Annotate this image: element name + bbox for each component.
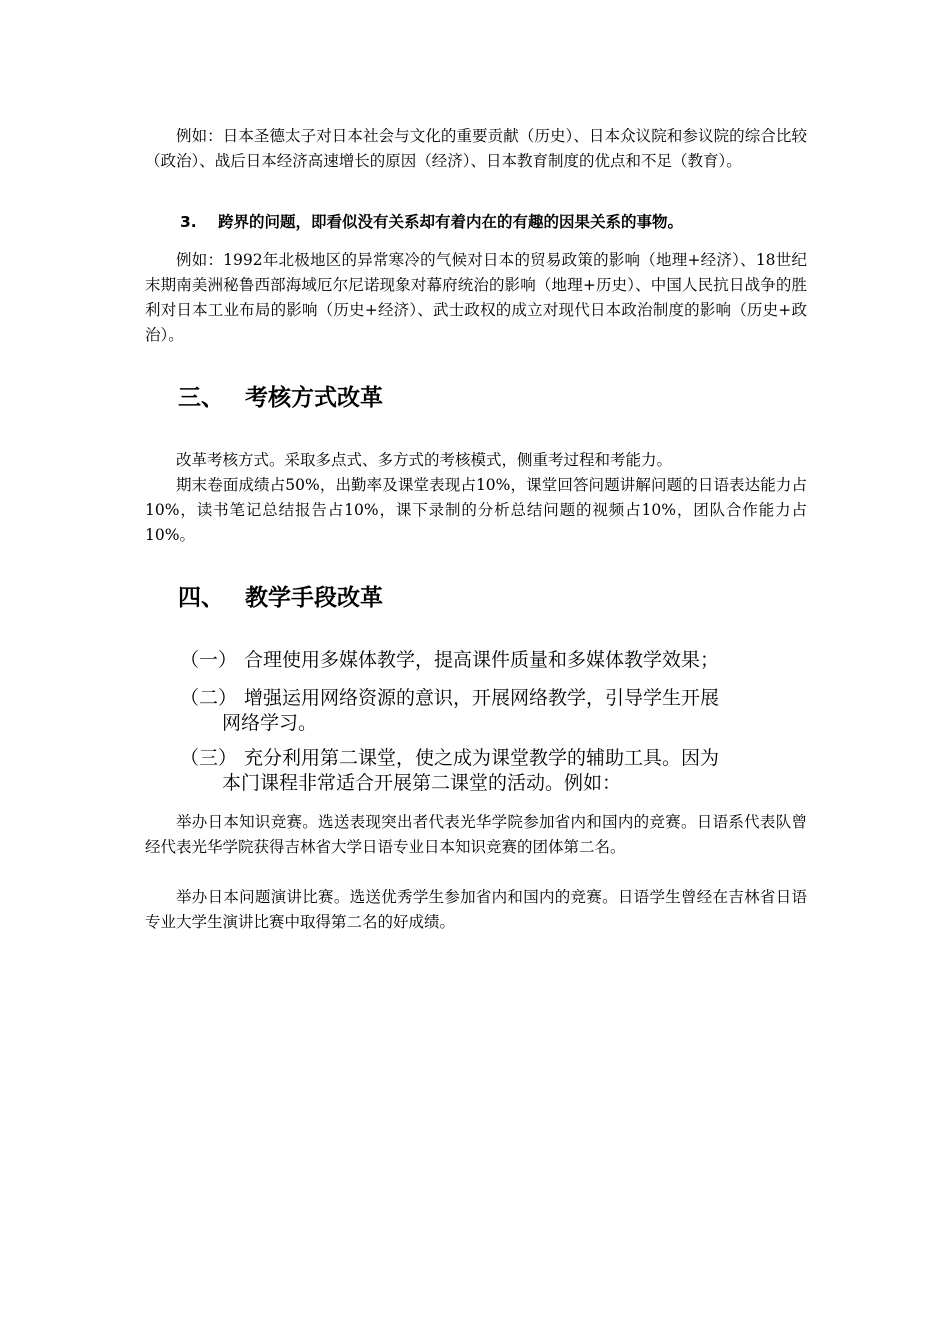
list-item-3-number: 3. bbox=[180, 213, 197, 231]
section-4-item-1 bbox=[180, 648, 808, 673]
section-3-number: 三、 bbox=[178, 385, 224, 411]
section-4-item-3-line-1: 充分利用第二课堂，使之成为课堂教学的辅助工具。因为 bbox=[244, 747, 720, 769]
section-4-item-3-line-2: 本门课程非常适合开展第二课堂的活动。例如： bbox=[222, 772, 622, 794]
section-4-number: 四、 bbox=[178, 585, 224, 611]
section-4-title: 教学手段改革 bbox=[245, 585, 383, 611]
section-4-heading bbox=[178, 582, 383, 614]
list-item-3-text: 跨界的问题，即看似没有关系却有着内在的有趣的因果关系的事物。 bbox=[218, 213, 684, 231]
section-3-heading bbox=[178, 382, 383, 414]
section-4-paragraph-2: 举办日本问题演讲比赛。选送优秀学生参加省内和国内的竞赛。日语学生曾经在吉林省日语专业大学生演讲比赛中取得第二名的好成绩。 bbox=[145, 888, 807, 931]
section-4-paragraph-1: 举办日本知识竞赛。选送表现突出者代表光华学院参加省内和国内的竞赛。日语系代表队曾经代表光华学院获得吉林省大学日语专业日本知识竞赛的团体第二名。 bbox=[145, 813, 807, 856]
section-4-item-1-text: 合理使用多媒体教学，提高课件质量和多媒体教学效果； bbox=[244, 649, 720, 671]
section-3-title: 考核方式改革 bbox=[245, 385, 383, 411]
section-4-item-2-line-1: 增强运用网络资源的意识，开展网络教学，引导学生开展 bbox=[244, 687, 720, 709]
list-item-3 bbox=[180, 210, 810, 235]
section-4-item-2-number: （二） bbox=[180, 687, 238, 709]
section-4-item-3-number: （三） bbox=[180, 747, 238, 769]
section-3-paragraph-1: 改革考核方式。采取多点式、多方式的考核模式，侧重考过程和考能力。 bbox=[176, 451, 673, 469]
section-4-item-2-line-2: 网络学习。 bbox=[222, 712, 318, 734]
section-3-paragraph-2: 期末卷面成绩占50%，出勤率及课堂表现占10%，课堂回答问题讲解问题的日语表达能力占10%，读书笔记总结报告占10%，课下录制的分析总结问题的视频占10%，团队合作能力占10%。 bbox=[145, 476, 807, 544]
section-4-item-3 bbox=[180, 746, 808, 796]
section-4-item-1-number: （一） bbox=[180, 649, 238, 671]
section-4-item-2 bbox=[180, 686, 808, 736]
example-paragraph-1: 例如：日本圣德太子对日本社会与文化的重要贡献（历史）、日本众议院和参议院的综合比较（政治）、战后日本经济高速增长的原因（经济）、日本教育制度的优点和不足（教育）。 bbox=[145, 127, 807, 170]
example-paragraph-2: 例如：1992年北极地区的异常寒冷的气候对日本的贸易政策的影响（地理+经济）、18世纪末期南美洲秘鲁西部海域厄尔尼诺现象对幕府统治的影响（地理+历史）、中国人民抗日战争的胜利对日本工业布局的影响（历史+经济）、武士政权的成立对现代日本政治制度的影响（历史+政治）。 bbox=[145, 251, 807, 344]
